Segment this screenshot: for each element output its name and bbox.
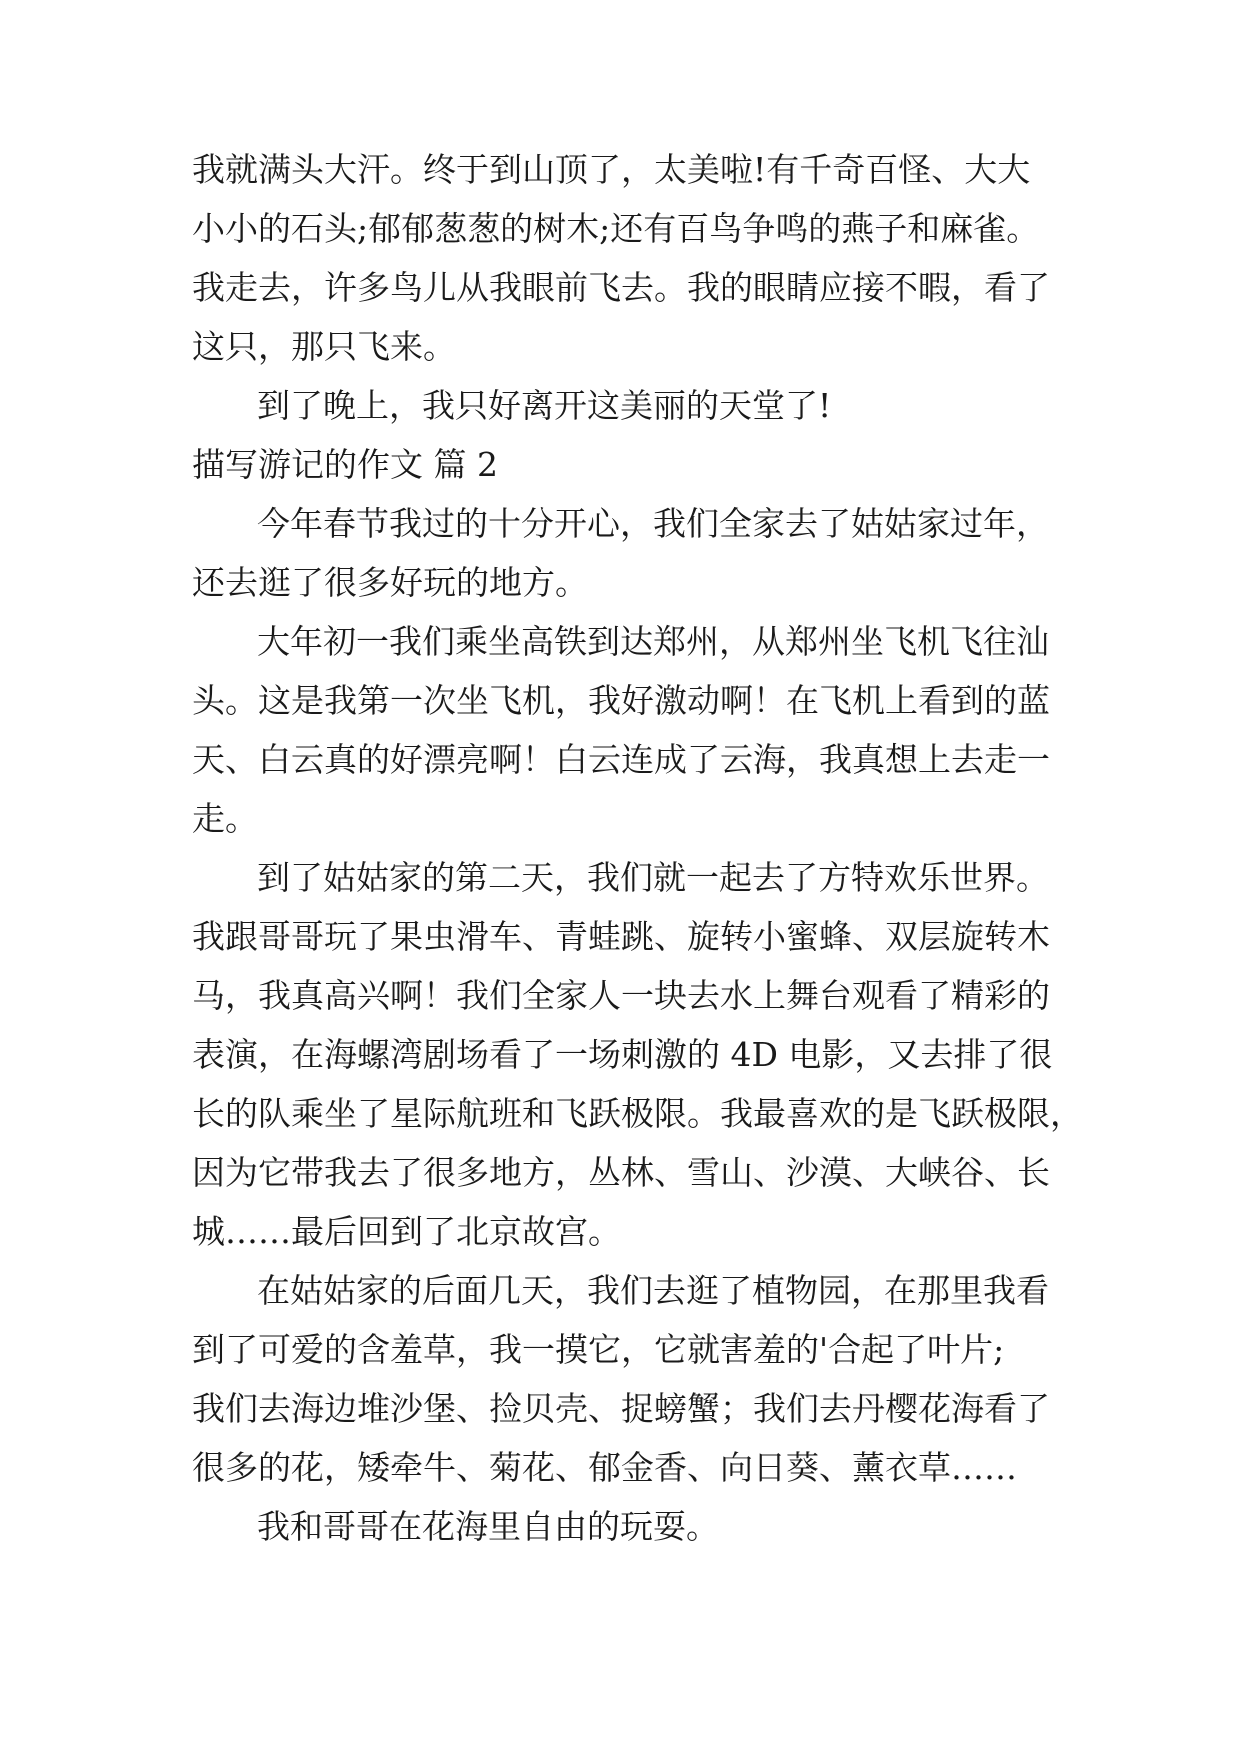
- text-line: 我们去海边堆沙堡、捡贝壳、捉螃蟹；我们去丹樱花海看了: [192, 1389, 1050, 1428]
- paragraph-start: 到了姑姑家的第二天，我们就一起去了方特欢乐世界。: [257, 858, 1049, 897]
- paragraph-start: 我和哥哥在花海里自由的玩耍。: [257, 1507, 719, 1546]
- text-line: 我就满头大汗。终于到山顶了，太美啦!有千奇百怪、大大: [192, 150, 1031, 189]
- text-line: 很多的花，矮牵牛、菊花、郁金香、向日葵、薰衣草……: [192, 1448, 1017, 1487]
- section-heading: 描写游记的作文 篇 2: [192, 445, 498, 484]
- paragraph-start: 到了晚上，我只好离开这美丽的天堂了!: [257, 386, 832, 425]
- text-line: 我走去，许多鸟儿从我眼前飞去。我的眼睛应接不暇，看了: [192, 268, 1050, 307]
- paragraph-start: 大年初一我们乘坐高铁到达郑州，从郑州坐飞机飞往汕: [257, 622, 1049, 661]
- text-line: 马，我真高兴啊！我们全家人一块去水上舞台观看了精彩的: [192, 976, 1050, 1015]
- text-line: 因为它带我去了很多地方，丛林、雪山、沙漠、大峡谷、长: [192, 1153, 1050, 1192]
- text-line: 城……最后回到了北京故宫。: [192, 1212, 621, 1251]
- text-line: 长的队乘坐了星际航班和飞跃极限。我最喜欢的是飞跃极限，: [192, 1094, 1083, 1133]
- text-line: 还去逛了很多好玩的地方。: [192, 563, 588, 602]
- text-line: 表演，在海螺湾剧场看了一场刺激的 4D 电影，又去排了很: [192, 1035, 1053, 1074]
- paragraph-start: 今年春节我过的十分开心，我们全家去了姑姑家过年，: [257, 504, 1049, 543]
- text-line: 天、白云真的好漂亮啊！白云连成了云海，我真想上去走一: [192, 740, 1050, 779]
- paragraph-start: 在姑姑家的后面几天，我们去逛了植物园，在那里我看: [257, 1271, 1049, 1310]
- text-line: 小小的石头;郁郁葱葱的树木;还有百鸟争鸣的燕子和麻雀。: [192, 209, 1040, 248]
- text-line: 这只，那只飞来。: [192, 327, 456, 366]
- text-line: 到了可爱的含羞草，我一摸它，它就害羞的'合起了叶片;: [192, 1330, 1005, 1369]
- text-line: 我跟哥哥玩了果虫滑车、青蛙跳、旋转小蜜蜂、双层旋转木: [192, 917, 1050, 956]
- text-line: 头。这是我第一次坐飞机，我好激动啊！在飞机上看到的蓝: [192, 681, 1050, 720]
- text-line: 走。: [192, 799, 258, 838]
